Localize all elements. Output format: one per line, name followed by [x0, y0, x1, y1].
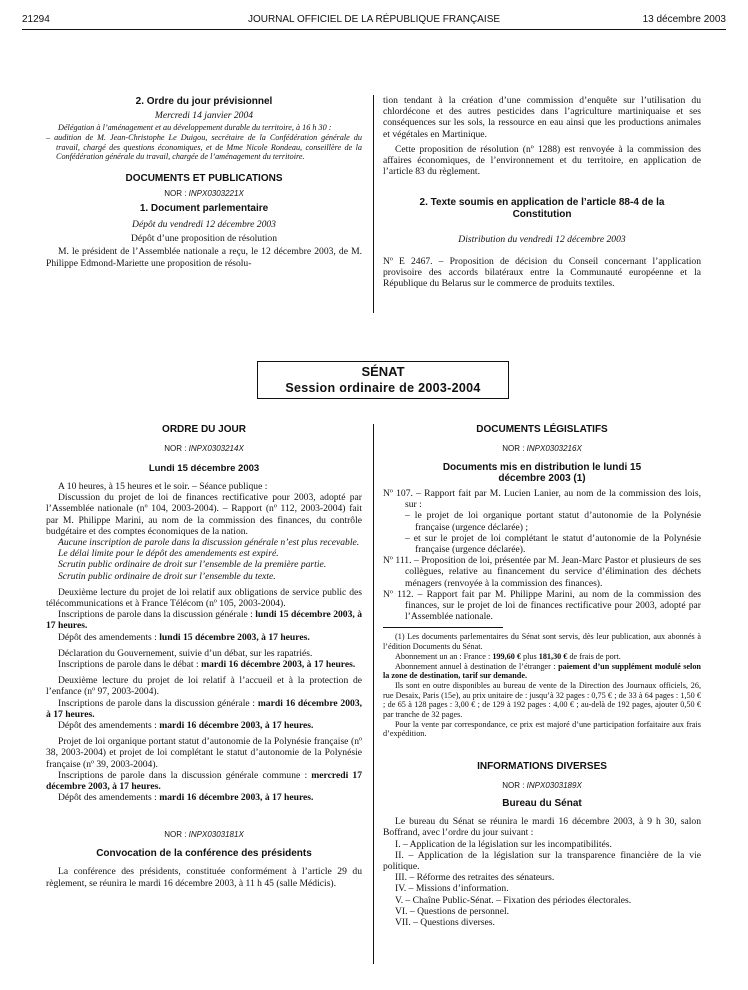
footnote-1: (1) Les documents parlementaires du Sénat sont servis, dès leur publication, aux abonnés à l’édition Documents du Sénat. — [383, 632, 701, 652]
resolution-renvoi: Cette proposition de résolution (nº 1288) est renvoyée à la commission des affaires économiques, de l’environnement et du territoire, en application de l’article 83 du règlement. — [383, 143, 701, 178]
document-112: Nº 112. – Rapport fait par M. Philippe Marini, au nom de la commission des finances, sur le projet de loi de finances rectificative pour 2003, adopté par l’Assemblée nationale. — [383, 588, 701, 623]
page-header — [22, 14, 726, 28]
top-right-column — [383, 95, 701, 289]
issue-date: 13 décembre 2003 — [642, 14, 726, 25]
enfance-amendements: Dépôt des amendements : mardi 16 décembre 2003, à 17 heures. — [58, 720, 314, 732]
note-scrutin-1: Scrutin public ordinaire de droit sur l’ensemble de la première partie. — [58, 559, 327, 571]
depot-date: Dépôt du vendredi 12 décembre 2003 — [132, 219, 276, 231]
senat-title: SÉNAT — [361, 364, 405, 379]
subsection-title-distribution: Documents mis en distribution le lundi 15 décembre 2003 (1) — [442, 462, 642, 484]
delegation-text: Délégation à l’aménagement et au développement durable du territoire, à 16 h 30 : — [58, 123, 332, 133]
footnote-correspondance: Pour la vente par correspondance, ce prix est majoré d’une participation forfaitaire aux frais d’expédition. — [383, 719, 701, 739]
bureau-item: III. – Réforme des retraites des sénateurs. — [395, 872, 555, 884]
subsection-title-bureau: Bureau du Sénat — [502, 798, 582, 810]
top-left-column — [46, 96, 362, 269]
distribution-date: Distribution du vendredi 12 décembre 2003 — [458, 234, 626, 246]
audition-text: – audition de M. Jean-Christophe Le Duigou, secrétaire de la Confédération générale du travail, chargé des questions économiques, et de Mme Nicole Rondeau, conseillère de la Confédération générale du travail, chargée de l’aménagement du territoire. — [46, 132, 362, 162]
ordre-du-jour-column — [46, 424, 362, 889]
document-107-b: – et sur le projet de loi complétant le statut d’autonomie de la Polynésie française (urgence déclarée). — [405, 532, 701, 556]
seance-line: A 10 heures, à 15 heures et le soir. – Séance publique : — [58, 481, 268, 492]
footnote-prix: Ils sont en outre disponibles au bureau de vente de la Direction des Journaux officiels, 26, rue Desaix, Paris (15e), au prix unitaire de : jusqu’à 32 pages : 0,75 € ; de 33 à 64 pages : 1,50 € ; de 65 à 128 pages : 3,00 € ; de 129 à 192 pages : 4,00 € ; au-delà de 192 pages, ajouter 0,50 € par tranche de 32 pages. — [383, 680, 701, 720]
bureau-item: VI. – Questions de personnel. — [395, 905, 510, 917]
journal-title: JOURNAL OFFICIEL DE LA RÉPUBLIQUE FRANÇAISE — [247, 14, 501, 25]
rapatries-inscriptions: Inscriptions de parole dans le débat : mardi 16 décembre 2003, à 17 heures. — [58, 659, 356, 671]
senat-banner — [257, 361, 509, 399]
section-title-documents: DOCUMENTS ET PUBLICATIONS — [125, 173, 283, 185]
documents-legislatifs-column — [383, 424, 701, 928]
document-111: Nº 111. – Proposition de loi, présentée par M. Jean-Marc Pastor et plusieurs de ses collègues, relative au financement du service d’élimination des déchets ménagers (renvoyée à la commission des finances). — [383, 555, 701, 589]
telecom-inscriptions: Inscriptions de parole dans la discussion générale : lundi 15 décembre 2003, à 17 heures. — [46, 609, 362, 632]
section-title-article-88-4: 2. Texte soumis en application de l’article 88-4 de la Constitution — [419, 197, 665, 221]
header-rule — [22, 29, 726, 30]
bureau-item: IV. – Missions d’information. — [395, 883, 509, 895]
senat-subtitle: Session ordinaire de 2003-2004 — [285, 381, 481, 395]
section-title-ordre-du-jour: ORDRE DU JOUR — [162, 424, 246, 435]
note-inscription: Aucune inscription de parole dans la discussion générale n’est plus recevable. — [58, 537, 360, 549]
footnote-rule — [383, 627, 503, 628]
section-title-conference: Convocation de la conférence des présidents — [96, 848, 312, 860]
agenda-item-plfr: Discussion du projet de loi de finances rectificative pour 2003, adopté par l’Assemblée nationale (nº 104, 2003-2004). – Rapport (nº 112, 2003-2004) fait par M. Philippe Marini, au nom de la commission des finances, du contrôle budgétaire et des comptes économiques de la nation. — [46, 492, 362, 537]
resolution-continuation: tion tendant à la création d’une commission d’enquête sur l’utilisation du chlordécone et des autres pesticides dans l’agriculture martiniquaise et ses conséquences sur les sols, la ressource en eau ainsi que les productions animales et végétales en Martinique. — [383, 95, 701, 140]
nor-code: NOR : INPX0303216X — [502, 444, 582, 453]
polynesie-inscriptions: Inscriptions de parole dans la discussion générale commune : mercredi 17 décembre 2003, à 17 heures. — [46, 769, 362, 793]
note-delai: Le délai limite pour le dépôt des amendements est expiré. — [58, 548, 279, 560]
section-title-ordre-previsionnel: 2. Ordre du jour prévisionnel — [135, 96, 273, 107]
agenda-item-rapatries: Déclaration du Gouvernement, suivie d’un débat, sur les rapatriés. — [58, 647, 313, 659]
telecom-amendements: Dépôt des amendements : lundi 15 décembre 2003, à 17 heures. — [58, 631, 310, 643]
bureau-text: Le bureau du Sénat se réunira le mardi 16 décembre 2003, à 9 h 30, salon Boffrand, avec l’ordre du jour suivant : — [383, 816, 701, 839]
day-title: Lundi 15 décembre 2003 — [148, 463, 260, 474]
note-scrutin-2: Scrutin public ordinaire de droit sur l’ensemble du texte. — [58, 570, 276, 582]
enfance-inscriptions: Inscriptions de parole dans la discussion générale : mardi 16 décembre 2003, à 17 heures. — [46, 697, 363, 720]
bureau-item: VII. – Questions diverses. — [395, 917, 495, 928]
column-divider-top — [373, 95, 374, 313]
agenda-item-telecom: Deuxième lecture du projet de loi relatif aux obligations de service public des télécommunications et à France Télécom (nº 105, 2003-2004). — [46, 586, 362, 610]
depot-subtitle: Dépôt d’une proposition de résolution — [130, 233, 277, 245]
nor-code-2: NOR : INPX0303181X — [164, 830, 244, 840]
page-number: 21294 — [22, 14, 50, 25]
nor-code-info: NOR : INPX0303189X — [502, 781, 582, 791]
e2467-entry: Nº E 2467. – Proposition de décision du Conseil concernant l’application provisoire des accords bilatéraux entre la Communauté européenne et la République du Belarus sur le commerce de produits textiles. — [383, 255, 701, 290]
conference-text: La conférence des présidents, constituée conformément à l’article 29 du règlement, se réunira le mardi 16 décembre 2003, à 11 h 45 (salle Médicis). — [46, 866, 362, 889]
document-107: Nº 107. – Rapport fait par M. Lucien Lanier, au nom de la commission des lois, sur : — [383, 488, 701, 511]
nor-code: NOR : INPX0303214X — [164, 444, 244, 453]
nor-code: NOR : INPX0303221X — [164, 189, 244, 199]
footnote-etranger: Abonnement annuel à destination de l’étranger : paiement d’un supplément modulé selon la zone de destination, tarif sur demande. — [383, 661, 701, 681]
agenda-item-enfance: Deuxième lecture du projet de loi relatif à l’accueil et à la protection de l’enfance (nº 97, 2003-2004). — [46, 675, 362, 698]
date-line: Mercredi 14 janvier 2004 — [154, 110, 254, 121]
bureau-item: II. – Application de la législation sur la transparence financière de la vie politique. — [383, 849, 701, 872]
document-text: M. le président de l’Assemblée nationale a reçu, le 12 décembre 2003, de M. Philippe Edmond-Mariette une proposition de résolu- — [46, 246, 362, 269]
section-title-informations: INFORMATIONS DIVERSES — [477, 761, 607, 773]
bureau-item: V. – Chaîne Public-Sénat. – Fixation des périodes électorales. — [395, 894, 632, 906]
document-107-a: – le projet de loi organique portant statut d’autonomie de la Polynésie française (urgence déclarée) ; — [405, 510, 701, 533]
bureau-item: I. – Application de la législation sur les incompatibilités. — [395, 838, 612, 850]
section-title-documents-legislatifs: DOCUMENTS LÉGISLATIFS — [476, 424, 608, 435]
footnote-abonnement: Abonnement un an : France : 199,60 € plus 181,30 € de frais de port. — [395, 651, 621, 661]
column-divider-bottom — [373, 424, 374, 964]
agenda-item-polynesie: Projet de loi organique portant statut d’autonomie de la Polynésie française (nº 38, 2003-2004) et projet de loi complétant le statut d’autonomie de la Polynésie française (nº 39, 2003-2004). — [46, 736, 362, 770]
polynesie-amendements: Dépôt des amendements : mardi 16 décembre 2003, à 17 heures. — [58, 792, 314, 804]
subsection-title-document: 1. Document parlementaire — [139, 203, 269, 215]
